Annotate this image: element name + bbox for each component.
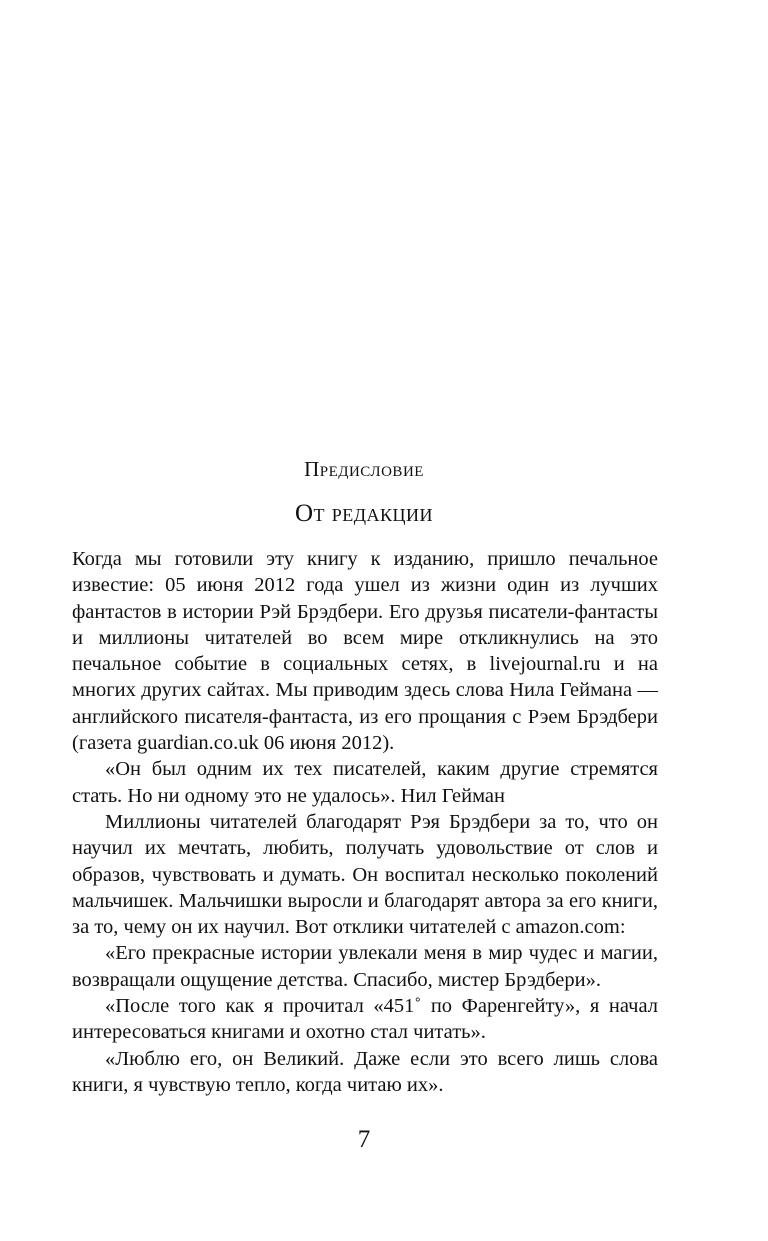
paragraph-quote-gaiman: «Он был одним их тех писателей, каким другие стремятся стать. Но ни одному это не удалось». Нил Гейман [72,758,658,807]
paragraph-reader-quote: «После того как я прочитал «451˚ по Фаренгейту», я начал интересоваться книгами и охотно стал читать». [72,995,658,1044]
paragraph-reader-quote: «Люблю его, он Великий. Даже если это всего лишь слова книги, я чувствую тепло, когда читаю их». [72,1047,658,1096]
paragraph: Когда мы готовили эту книгу к изданию, пришло печальное известие: 05 июня 2012 года ушел из жизни один из лучших фантастов в истории Рэй Брэдбери. Его друзья писатели-фантасты и миллионы читателей во всем мире откликнулись на это печальное событие в социальных сетях, в livejournal.ru и на многих других сайтах. Мы приводим здесь слова Нила Геймана — английского писателя-фантаста, из его прощания с Рэем Брэдбери (газета guardian.co.uk 06 июня 2012). [72,548,658,755]
paragraph-reader-quote: «Его прекрасные истории увлекали меня в мир чудес и магии, возвращали ощущение детства. Спасибо, мистер Брэдбери». [72,942,658,991]
paragraph: Миллионы читателей благодарят Рэя Брэдбери за то, что он научил их мечтать, любить, получать удовольствие от слов и образов, чувствовать и думать. Он воспитал несколько поколений мальчишек. Мальчишки выросли и благодарят автора за его книги, за то, чему он их научил. Вот отклики читателей с amazon.com: [72,810,658,939]
chapter-title: От редакции [294,500,434,527]
section-label: Предисловие [304,457,424,481]
body-text [72,546,658,1098]
page-number: 7 [357,1126,371,1153]
